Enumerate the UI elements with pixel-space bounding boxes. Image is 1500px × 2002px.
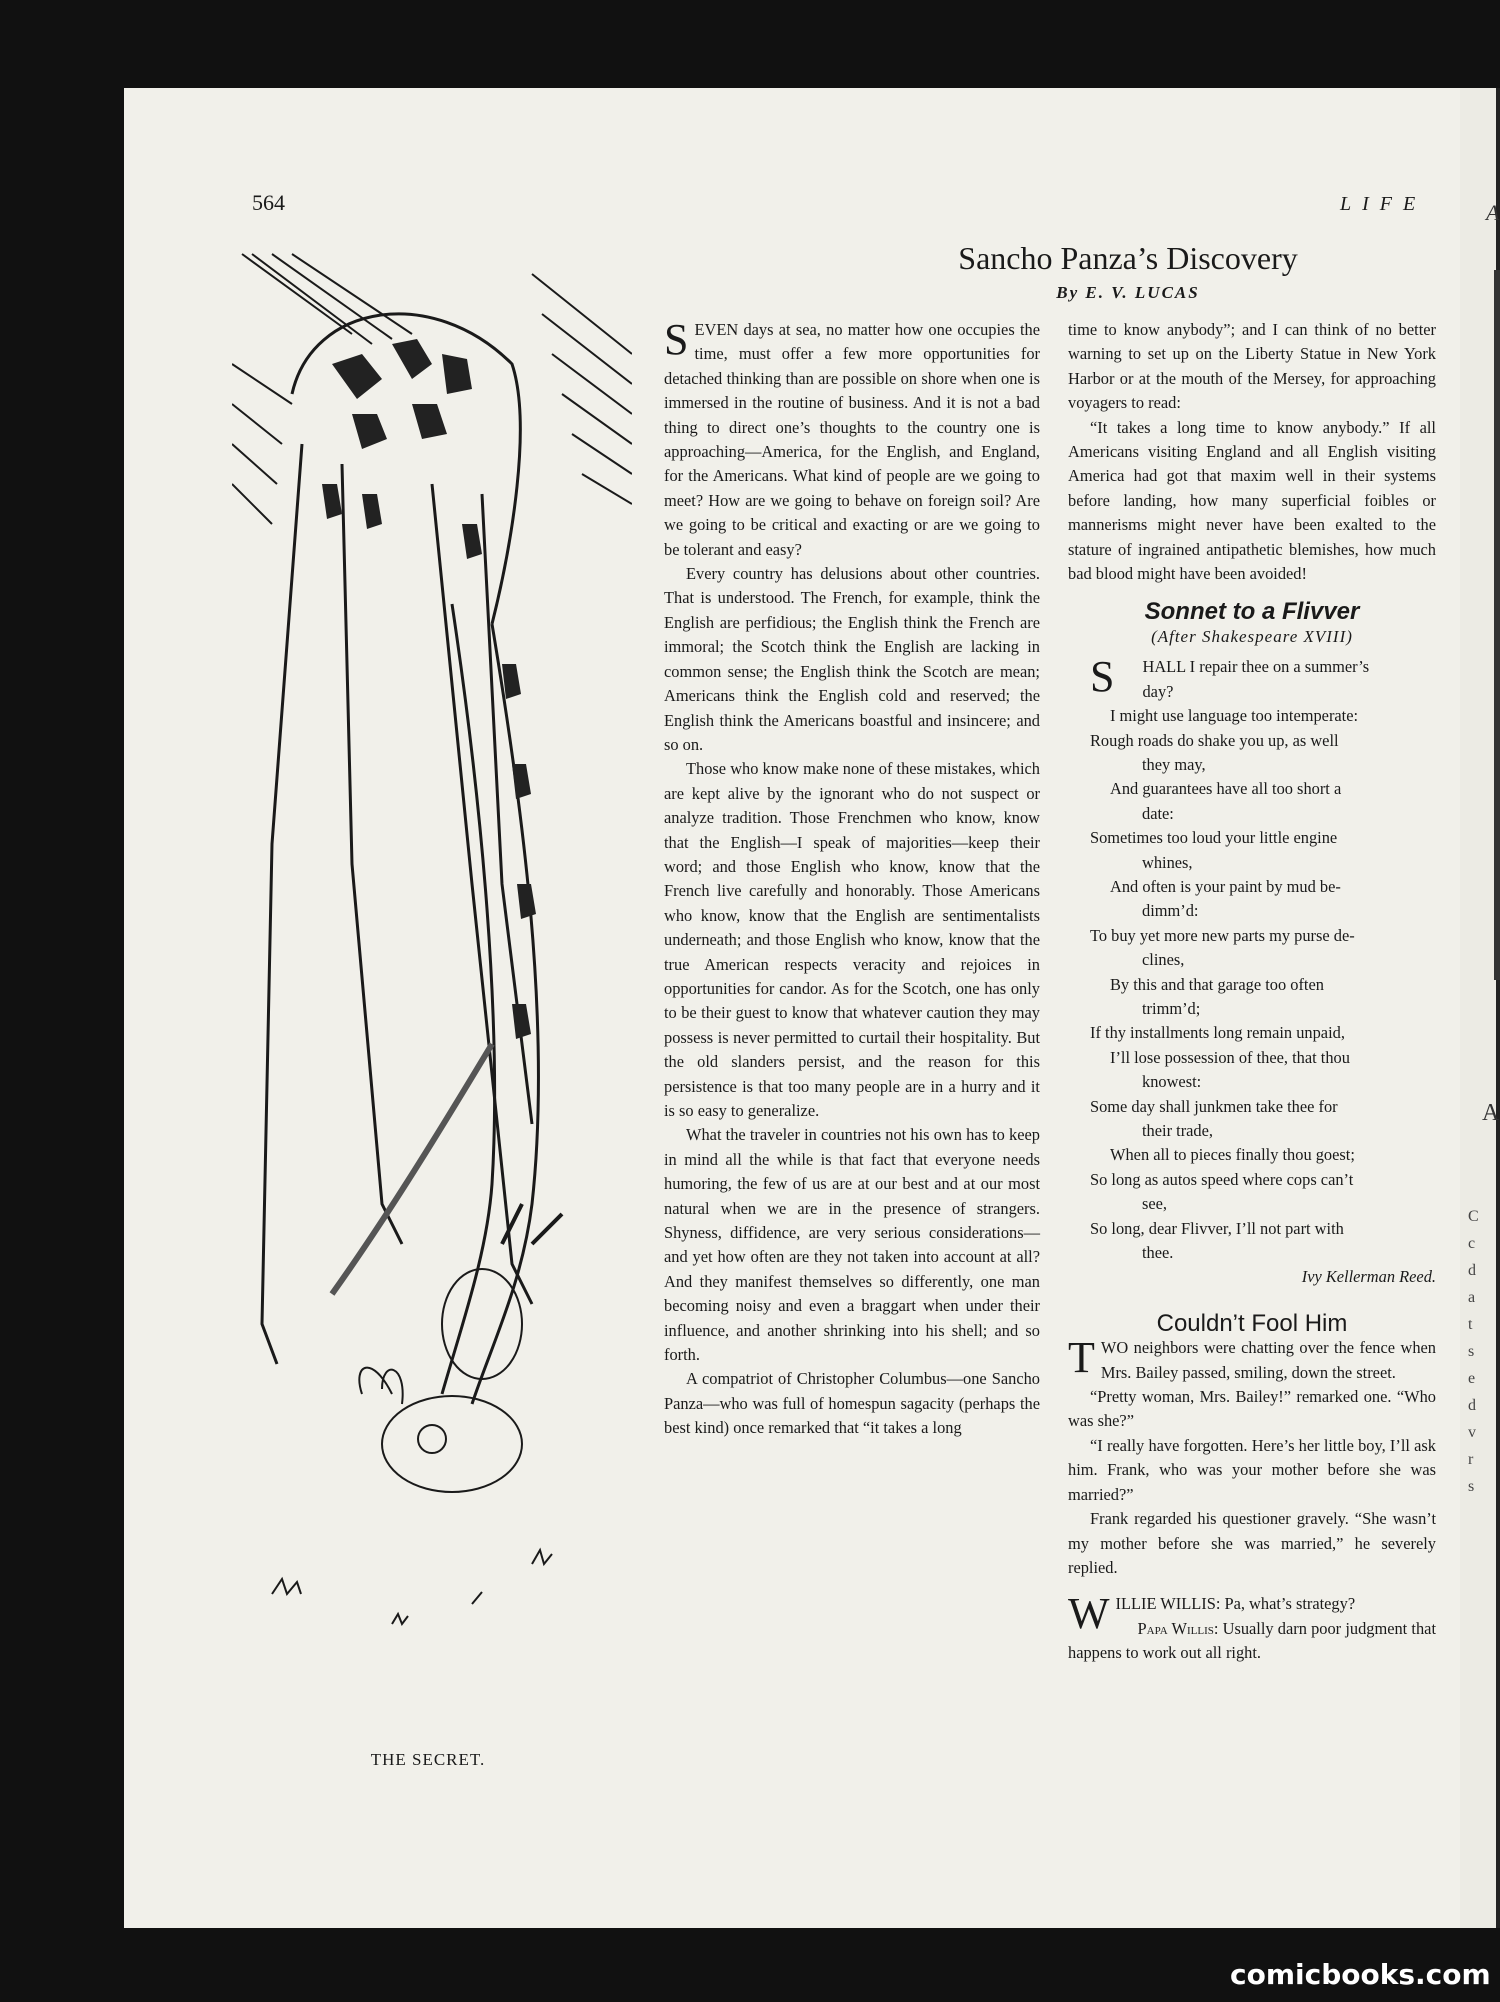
poem-line-continued: dimm’d:: [1142, 901, 1199, 921]
poem-line: So long, dear Flivver, I’ll not part with: [1090, 1218, 1344, 1238]
sonnet-signature: Ivy Kellerman Reed.: [1301, 1267, 1436, 1287]
poem-line-continued: date:: [1142, 803, 1174, 823]
drop-cap: S: [664, 315, 689, 364]
facing-page-mid-letter: A: [1482, 1100, 1500, 1126]
poem-line: And often is your paint by mud be-: [1110, 876, 1341, 896]
sonnet-body: [1068, 652, 1436, 1265]
poem-line: Some day shall junkmen take thee for: [1090, 1096, 1338, 1116]
poem-line: So long as autos speed where cops can’t: [1090, 1169, 1354, 1189]
article-paragraph: SEVEN days at sea, no matter how one occupies the time, must offer a few more opportunities for detached thinking than are possible on shore when one is immersed in the routine of business. And it is not a bad thing to direct one’s thoughts to the country one is approaching—America, for the English, and England, for the Americans. What kind of people are we going to meet? How are we going to behave on foreign soil? Are we going to be critical and exacting or are we going to be tolerant and easy?: [664, 315, 1040, 559]
poem-line-continued: day?: [1142, 681, 1174, 701]
poem-line: If thy installments long remain unpaid,: [1090, 1023, 1345, 1043]
poem-line-continued: see,: [1142, 1194, 1168, 1214]
poem-line-continued: whines,: [1142, 852, 1193, 872]
poem-line-continued: thee.: [1142, 1243, 1174, 1263]
joke-paragraph: Papa Willis: Usually darn poor judgment that happens to work out all right.: [1068, 1618, 1436, 1663]
facing-page-top-letter: A: [1486, 200, 1500, 225]
anecdote-paragraph: Frank regarded his questioner gravely. “She wasn’t my mother before she was married,” he severely replied.: [1068, 1509, 1436, 1577]
article-paragraph: Every country has delusions about other countries. That is understood. The French, for example, think the English are perfidious; the English think the French are immoral; the Scotch think the English are lacking in common sense; the English think the Scotch are mean; Americans think the English cold and reserved; the English think the Americans boastful and insincere; and so on.: [664, 564, 1040, 754]
article-paragraph: “It takes a long time to know anybody.” If all Americans visiting England and all English visiting America had got that maxim well in their systems before landing, how many superficial foibles or mannerisms might never have been exalted to the stature of ingrained antipathetic blemishes, how much bad blood might have been avoided!: [1068, 417, 1436, 584]
poem-line: When all to pieces finally thou goest;: [1110, 1145, 1355, 1165]
running-head: LIFE: [1340, 193, 1427, 215]
poem-line: Sometimes too loud your little engine: [1090, 828, 1338, 848]
poem-line-continued: trimm’d;: [1142, 998, 1201, 1018]
drop-cap: T: [1068, 1333, 1095, 1383]
giraffe-illustration: [232, 244, 632, 1824]
anecdote-paragraph: “Pretty woman, Mrs. Bailey!” remarked one. “Who was she?”: [1068, 1387, 1436, 1431]
article-column-left: [664, 315, 1040, 1441]
anecdote-paragraph: TWO neighbors were chatting over the fence when Mrs. Bailey passed, smiling, down the street.: [1068, 1333, 1436, 1383]
sonnet-title: Sonnet to a Flivver: [1144, 598, 1360, 626]
poem-line-continued: knowest:: [1142, 1072, 1202, 1092]
joke-paragraph: WILLIE WILLIS: Pa, what’s strategy?: [1068, 1589, 1356, 1639]
illustration-caption: THE SECRET.: [370, 1750, 486, 1769]
article-title: Sancho Panza’s Discovery: [958, 240, 1298, 276]
poem-line: I might use language too intemperate:: [1110, 706, 1359, 726]
poem-line-continued: clines,: [1142, 950, 1185, 970]
poem-line: And guarantees have all too short a: [1110, 779, 1342, 799]
poem-line: I’ll lose possession of thee, that thou: [1110, 1047, 1350, 1067]
sonnet-note: (After Shakespeare XVIII): [1151, 626, 1353, 646]
watermark: comicbooks.com: [1230, 1958, 1491, 1991]
facing-page-letters: C c d a t s e d v r s: [1468, 1208, 1479, 1495]
anecdote-title: Couldn’t Fool Him: [1156, 1309, 1348, 1337]
page-number: 564: [252, 190, 285, 215]
article-byline: By E. V. LUCAS: [1056, 283, 1200, 302]
article-paragraph: A compatriot of Christopher Columbus—one Sancho Panza—who was full of homespun sagacity (perhaps the best kind) once remarked that “it takes a long: [664, 1369, 1040, 1438]
article-paragraph: What the traveler in countries not his own has to keep in mind all the while is that fact that everyone needs humoring, the few of us are at our best and at our most natural when we are in the presence of strangers. Shyness, diffidence, are very serious considerations—and yet how often are they not taken into account at all? And they manifest themselves so differently, one man becoming noisy and even a braggart when under their influence, and another shrinking into his shell; and so forth.: [664, 1125, 1040, 1365]
article-column-right: [1068, 318, 1436, 1666]
drop-cap: S: [1090, 652, 1115, 702]
poem-line-continued: they may,: [1142, 754, 1206, 774]
poem-line-continued: their trade,: [1142, 1121, 1213, 1140]
facing-page-rule: [1494, 270, 1500, 980]
article-paragraph: Those who know make none of these mistakes, which are kept alive by the ignorant who do not suspect or analyze tradition. Those Frenchmen who know, know that the English—I speak of majorities—keep their word; and those English who know, know that the French live carefully and honorably. Those Americans who know, know that the English are sentimentalists underneath; and those English who know, know that the true American respects veracity and rejoices in opportunities for candor. As for the Scotch, one has only to be their guest to know that whatever caution they may possess is never permitted to curtail their hospitality. But the old slanders persist, and the reason for this persistence is that too many people are in a hurry and it is so easy to generalize.: [664, 759, 1040, 1120]
poem-line: By this and that garage too often: [1110, 974, 1324, 994]
article-paragraph: time to know anybody”; and I can think of no better warning to set up on the Liberty Statue in New York Harbor or at the mouth of the Mersey, for approaching voyagers to read:: [1068, 320, 1436, 413]
drop-cap: W: [1068, 1589, 1110, 1639]
poem-line: S HALL I repair thee on a summer’s: [1068, 655, 1436, 679]
poem-line: To buy yet more new parts my purse de-: [1090, 925, 1355, 945]
poem-line: Rough roads do shake you up, as well: [1090, 730, 1339, 750]
anecdote-paragraph: “I really have forgotten. Here’s her little boy, I’ll ask him. Frank, who was your mother before she was married?”: [1068, 1435, 1436, 1504]
